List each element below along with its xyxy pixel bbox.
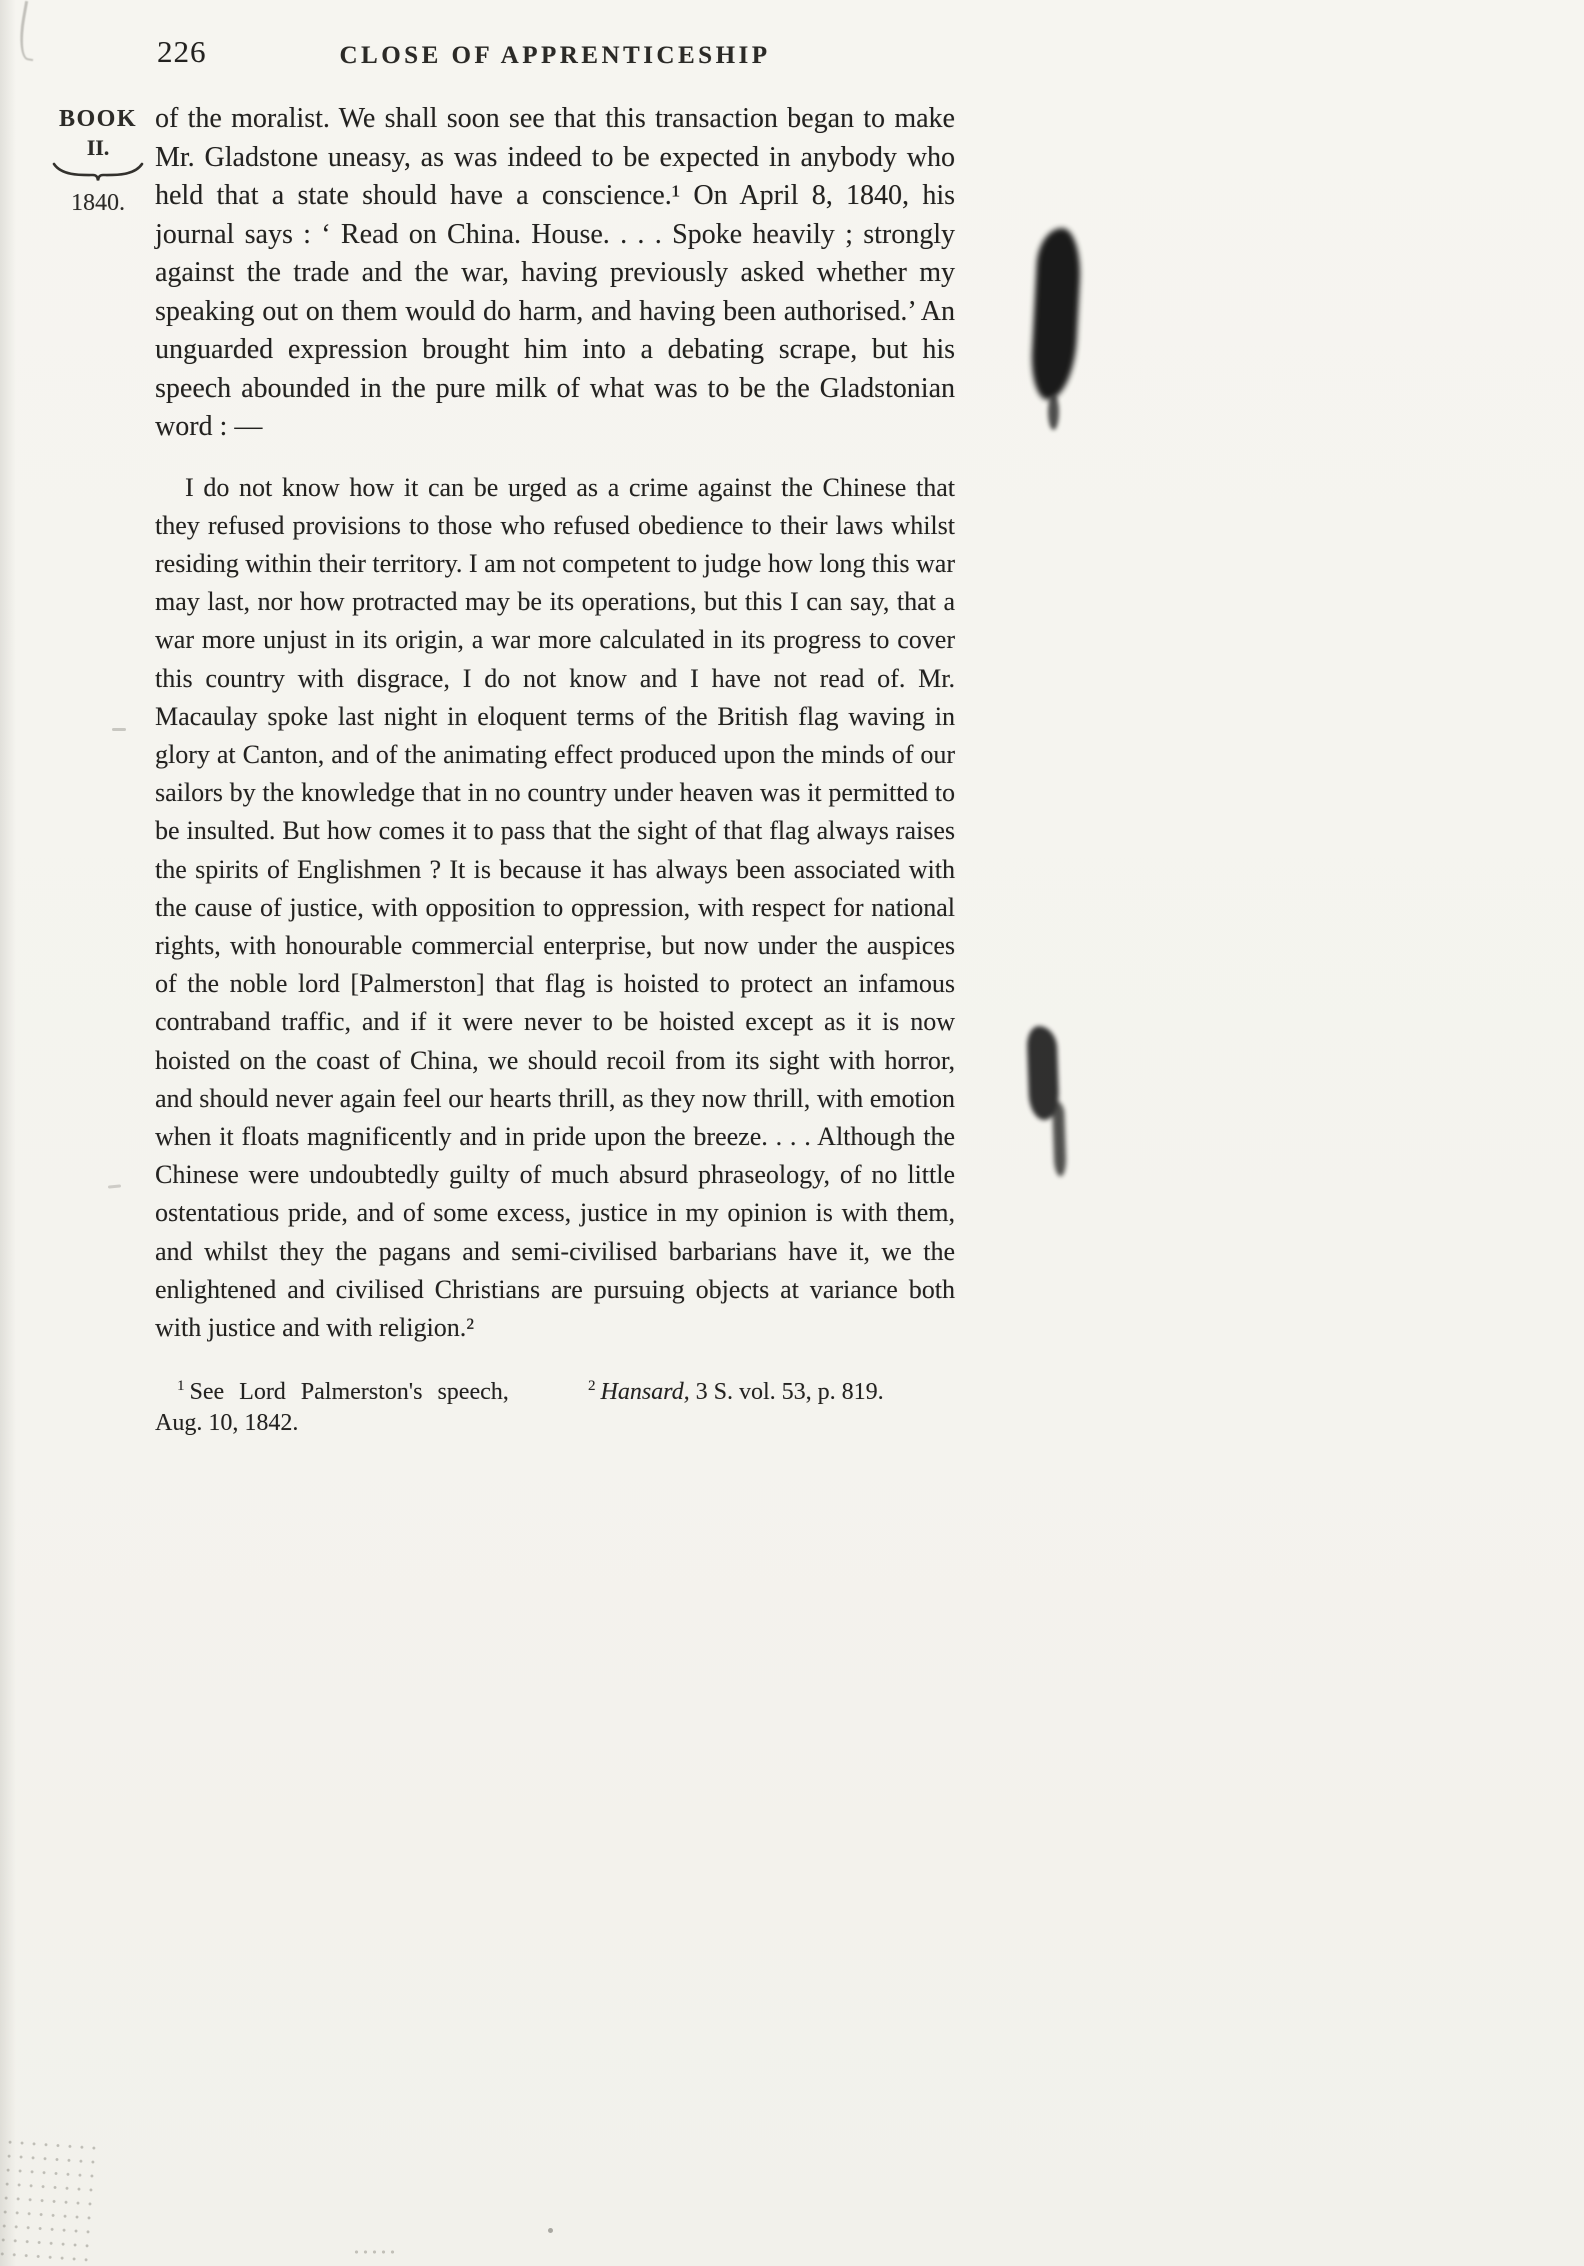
running-header-title: CLOSE OF APPRENTICESHIP xyxy=(339,42,771,69)
scan-ink-smudge-mid-right xyxy=(1026,1026,1059,1121)
footnote-2-source-title: Hansard, xyxy=(600,1379,690,1406)
footnote-2-marker: 2 xyxy=(588,1378,596,1395)
footnote-2-text: 3 S. vol. 53, p. 819. xyxy=(695,1379,884,1406)
scan-ink-streak xyxy=(1048,394,1059,430)
scan-noise-bottom-row xyxy=(352,2250,398,2254)
scan-noise-bottom-left xyxy=(0,2135,100,2266)
margin-book-label: BOOK xyxy=(58,106,137,132)
quotation-block: I do not know how it can be urged as a crime against the Chinese that they refused provisions to those who refused obedience to their laws whilst residing within their territory. I am not competent to judge how long this war may last, nor how protracted may be its operations, but this I can say, that a war more unjust in its origin, a war more calculated in its progress to cover this country with disgrace, I do not know and I have not read of. Mr. Macaulay spoke last night in eloquent terms of the British flag waving in glory at Canton, and of the animating effect produced upon the minds of our sailors by the knowledge that in no country under heaven was it permitted to be insulted. But how comes it to pass that the sight of that flag always raises the spirits of Englishmen ? It is because it has always been associated with the cause of justice, with opposition to oppression, with respect for national rights, with honourable commercial enterprise, but now under the auspices of the noble lord [Palmerston] that flag is hoisted to protect an infamous contraband traffic, and if it were never to be hoisted except as it is now hoisted on the coast of China, we should recoil from its sight with horror, and should never again feel our hearts thrill, as they now thrill, with emotion when it floats magnificently and in pride upon the breeze. . . . Although the Chinese were undoubtedly guilty of much absurd phraseology, of no little ostentatious pride, and of some excess, justice in my opinion is with them, and whilst they the pagans and semi-civilised barbarians have it, we the enlightened and civilised Christians are pursuing objects at variance both with justice and with religion.² xyxy=(155,472,955,1342)
page-number: 226 xyxy=(157,34,207,69)
scan-pencil-mark-1 xyxy=(112,728,126,731)
footnotes xyxy=(155,1377,955,1439)
text-column xyxy=(155,100,955,1439)
margin-year: 1840. xyxy=(71,189,125,216)
scan-edge-shading xyxy=(0,0,16,2266)
footnote-1-continuation: Aug. 10, 1842. xyxy=(155,1410,299,1437)
scan-noise-top-left xyxy=(15,1,43,61)
margin-book-numeral: II. xyxy=(86,134,110,160)
scan-noise-bottom-center xyxy=(548,2228,553,2233)
scan-ink-smudge-top-right xyxy=(1030,227,1083,401)
footnote-1-text: See Lord Palmerston's speech, xyxy=(189,1379,509,1406)
margin-note xyxy=(48,106,148,217)
footnote-1 xyxy=(155,1377,585,1439)
footnote-1-marker: 1 xyxy=(177,1378,185,1395)
scan-pencil-mark-2 xyxy=(108,1184,121,1188)
footnote-1-line-1 xyxy=(155,1377,585,1408)
footnote-2 xyxy=(588,1377,884,1408)
underbrace-icon xyxy=(48,162,148,182)
body-paragraph: of the moralist. We shall soon see that this transaction began to make Mr. Gladstone uneasy, as was indeed to be expected in anybody who held that a state should have a conscience.¹ On April 8, 1840, his journal says : ‘ Read on China. House. . . . Spoke heavily ; strongly against the trade and the war, having previously asked whether my speaking out on them would do harm, and having been authorised.’ An unguarded expression brought him into a debating scrape, but his speech abounded in the pure milk of what was to be the Gladstonian word : — xyxy=(155,103,955,442)
